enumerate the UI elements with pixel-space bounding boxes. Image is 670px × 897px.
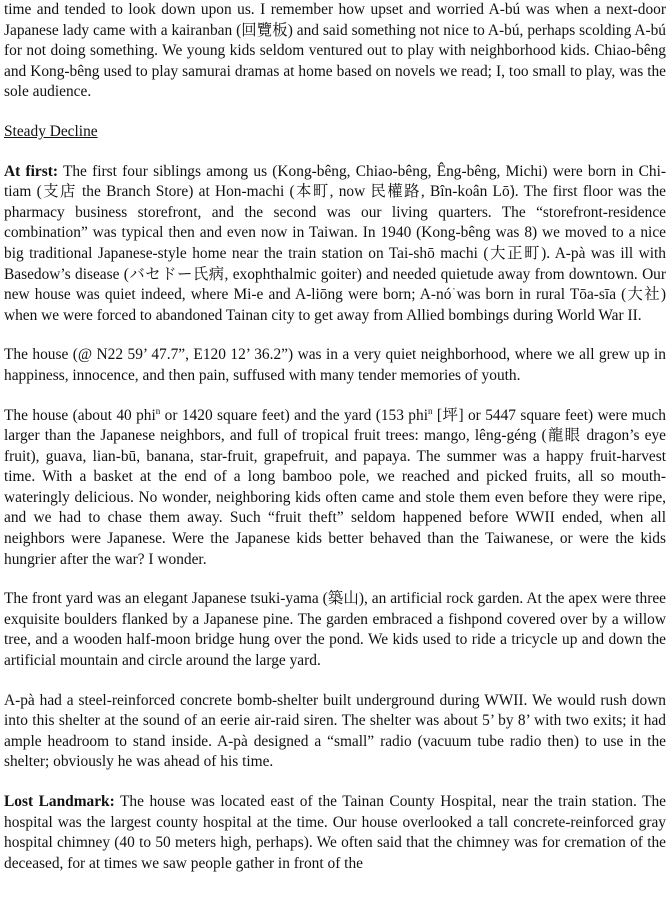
lead-lost-landmark: Lost Landmark: [4,793,115,810]
paragraph-at-first [4,162,666,327]
lead-at-first: At first: [4,162,58,180]
yard-text-c: [坪] or 5447 square feet) were much larger than the Japanese neighbors, and full of tropical fruit trees: mango, lêng-géng (龍眼 dragon’s eye fruit), guava, lian-bū, banana, star-fruit, grapefruit, and papaya. The summer was a happy fruit-harvest time. With a basket at the end of a long bamboo pole, we reached and picked fruits, all so mouth-wateringly delicious. No wonder, neighboring kids often came and stole them even before they were ripe, and we had to chase them away. Such “fruit theft” seldom happened before WWII ended, when all neighbors were Japanese. Were the Japanese kids better behaved than the Taiwanese, or were the kids hungrier after the war? I wonder. [4,406,666,568]
yard-text-b: or 1420 square feet) and the yard (153 phi [160,406,428,424]
paragraph-lost-landmark-text: The house was located east of the Tainan County Hospital, near the train station. The hospital was the largest county hospital at the time. Our house overlooked a tall concrete-reinforced gray hospital chimney (40 to 50 meters high, perhaps). We often said that the chimney was for cremation of the deceased, for at times we saw people gather in front of the [4,793,666,872]
paragraph-lost-landmark [4,792,666,874]
section-heading: Steady Decline [4,122,98,140]
superscript-n: n [427,405,433,416]
paragraph-front-yard: The front yard was an elegant Japanese tsuki-yama (築山), an artificial rock garden. At the apex were three exquisite boulders flanked by a Japanese pine. The garden embraced a fishpond covered over by a willow tree, and a wooden half-moon bridge hung over the pond. We kids used to ride a tricycle up and down the artificial mountain and circle around the large yard. [4,590,666,670]
yard-text-a: The house (about 40 phi [4,406,156,424]
paragraph-house-yard [4,406,666,571]
paragraph-intro: time and tended to look down upon us. I remember how upset and worried A-bú was when a next-door Japanese lady came with a kairanban (回覽板) and said something not nice to A-bú, perhaps scolding A-bú for not doing something. We young kids seldom ventured out to play with neighborhood kids. Chiao-bêng and Kong-bêng used to play samurai dramas at home based on novels we read; I, too small to play, was the sole audience. [4,1,666,101]
paragraph-at-first-text: The first four siblings among us (Kong-bêng, Chiao-bêng, Êng-bêng, Michi) were born in Chi-tiam (支店 the Branch Store) at Hon-machi (本町, now 民權路, Bîn-koân Lō͘). The first floor was the pharmacy business storefront, and the second was our living quarters. The “storefront-residence combination” was typical then and even now in Taiwan. In 1940 (Kong-bêng was 8) we moved to a nice big traditional Japanese-style home near the train station on Tai-shō machi (大正町). A-pà was ill with Basedow’s disease (バセドー氏病, exophthalmic goiter) and needed quietude away from downtown. Our new house was quiet indeed, where Mi-e and A-liōng were born; A-nó͘ was born in rural Tōa-sīa (大社) when we were forced to abandoned Tainan city to get away from Allied bombings during World War II. [4,162,666,324]
paragraph-house-location: The house (@ N22 59’ 47.7”, E120 12’ 36.2”) was in a very quiet neighborhood, where we all grew up in happiness, innocence, and then pain, suffused with many tender memories of youth. [4,346,666,384]
paragraph-bomb-shelter: A-pà had a steel-reinforced concrete bomb-shelter built underground during WWII. We would rush down into this shelter at the sound of an eerie air-raid siren. The shelter was about 5’ by 8’ with two exits; it had ample headroom to stand inside. A-pà designed a “small” radio (vacuum tube radio then) to use in the shelter; obviously he was ahead of his time. [4,691,666,771]
superscript-n: n [155,405,161,416]
